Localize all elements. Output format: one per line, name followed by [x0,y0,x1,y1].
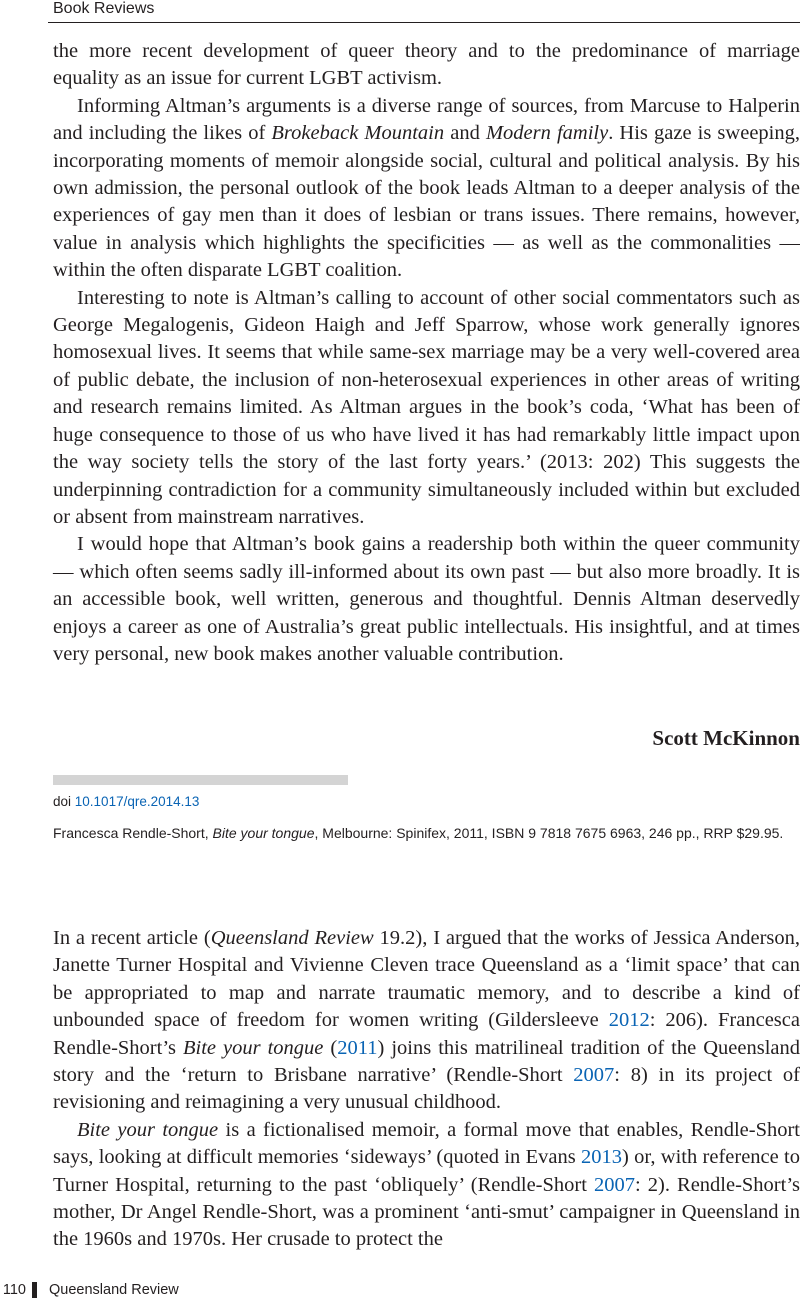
book-citation: Francesca Rendle-Short, Bite your tongue, Melbourne: Spinifex, 2011, ISBN 9 7818 7675 6963, 246 pp., RRP $29.95. [53,825,784,841]
page-marker-bar [32,1282,37,1298]
reference-link[interactable]: 2012 [608,1009,650,1032]
book-title: Bite your tongue [212,825,315,841]
paragraph: Bite your tongue is a fictionalised memoir, a formal move that enables, Rendle-Short says, looking at difficult memories ‘sideways’ (quoted in Evans 2013) or, with reference to Turner Hospital, returning to the past ‘obliquely’ (Rendle-Short 2007: 2). Rendle-Short’s mother, Dr Angel Rendle-Short, was a prominent ‘anti-smut’ campaigner in Queensland in the 1960s and 1970s. Her crusade to protect the [53,1118,800,1251]
review-body-rendle-short [53,925,800,1254]
journal-name: Queensland Review [49,1281,179,1298]
paragraph: In a recent article (Queensland Review 19.2), I argued that the works of Jessica Anderson, Janette Turner Hospital and Vivienne Cleven trace Queensland as a ‘limit space’ that can be appropriated to map and narrate traumatic memory, and to describe a kind of unbounded space of freedom for women writing (Gildersleeve 2012: 206). Francesca Rendle-Short’s Bite your tongue (2011) joins this matrilineal tradition of the Queensland story and the ‘return to Brisbane narrative’ (Rendle-Short 2007: 8) in its project of revisioning and reimagining a very unusual childhood. [53,927,800,1114]
page-number: 110 [2,1281,26,1298]
journal-title: Queensland Review [210,927,374,949]
paragraph: Interesting to note is Altman’s calling to account of other social commentators such as George Megalogenis, Gideon Haigh and Jeff Sparrow, whose work generally ignores homosexual lives. It seems that while same-sex marriage may be a very well-covered area of public debate, the inclusion of non-heterosexual experiences in other areas of writing and research remains limited. As Altman argues in the book’s coda, ‘What has been of huge consequence to those of us who have lived it has had remarkably little impact upon the way society tells the story of the last forty years.’ (2013: 202) This suggests the underpinning contradiction for a community simultaneously included within but excluded or absent from mainstream narratives. [53,286,800,528]
reference-link[interactable]: 2013 [580,1146,622,1169]
review-body-altman [53,38,800,668]
doi-line: doi 10.1017/qre.2014.13 [53,794,200,809]
running-head: Book Reviews [53,0,155,17]
header-rule [48,22,800,23]
film-title: Brokeback Mountain [271,122,445,145]
reviewer-signature: Scott McKinnon [652,726,800,750]
tv-title: Modern family [485,122,609,145]
paragraph: I would hope that Altman’s book gains a readership both within the queer community — which often seems sadly ill-informed about its own past — but also more broadly. It is an accessible book, well written, generous and thoughtful. Dennis Altman deservedly enjoys a career as one of Australia’s great public intellectuals. His insightful, and at times very personal, new book makes another valuable contribution. [53,533,800,665]
paragraph: Informing Altman’s arguments is a diverse range of sources, from Marcuse to Halperin and including the likes of Brokeback Mountain and Modern family. His gaze is sweeping, incorporating moments of memoir alongside social, cultural and political analysis. By his own admission, the personal outlook of the book leads Altman to a deeper analysis of the experiences of gay men than it does of lesbian or trans issues. There remains, however, value in analysis which highlights the specificities — as well as the commonalities — within the often disparate LGBT coalition. [53,94,800,282]
book-title: Bite your tongue [77,1118,219,1141]
reference-link[interactable]: 2011 [337,1036,378,1059]
reference-link[interactable]: 2007 [594,1173,635,1196]
doi-divider-bar [53,775,348,785]
reference-link[interactable]: 2007 [573,1064,615,1087]
page-footer [0,1280,179,1299]
paragraph: the more recent development of queer theory and to the predominance of marriage equality as an issue for current LGBT activism. [53,40,800,90]
book-title: Bite your tongue [183,1036,324,1059]
doi-link[interactable]: 10.1017/qre.2014.13 [74,794,200,809]
